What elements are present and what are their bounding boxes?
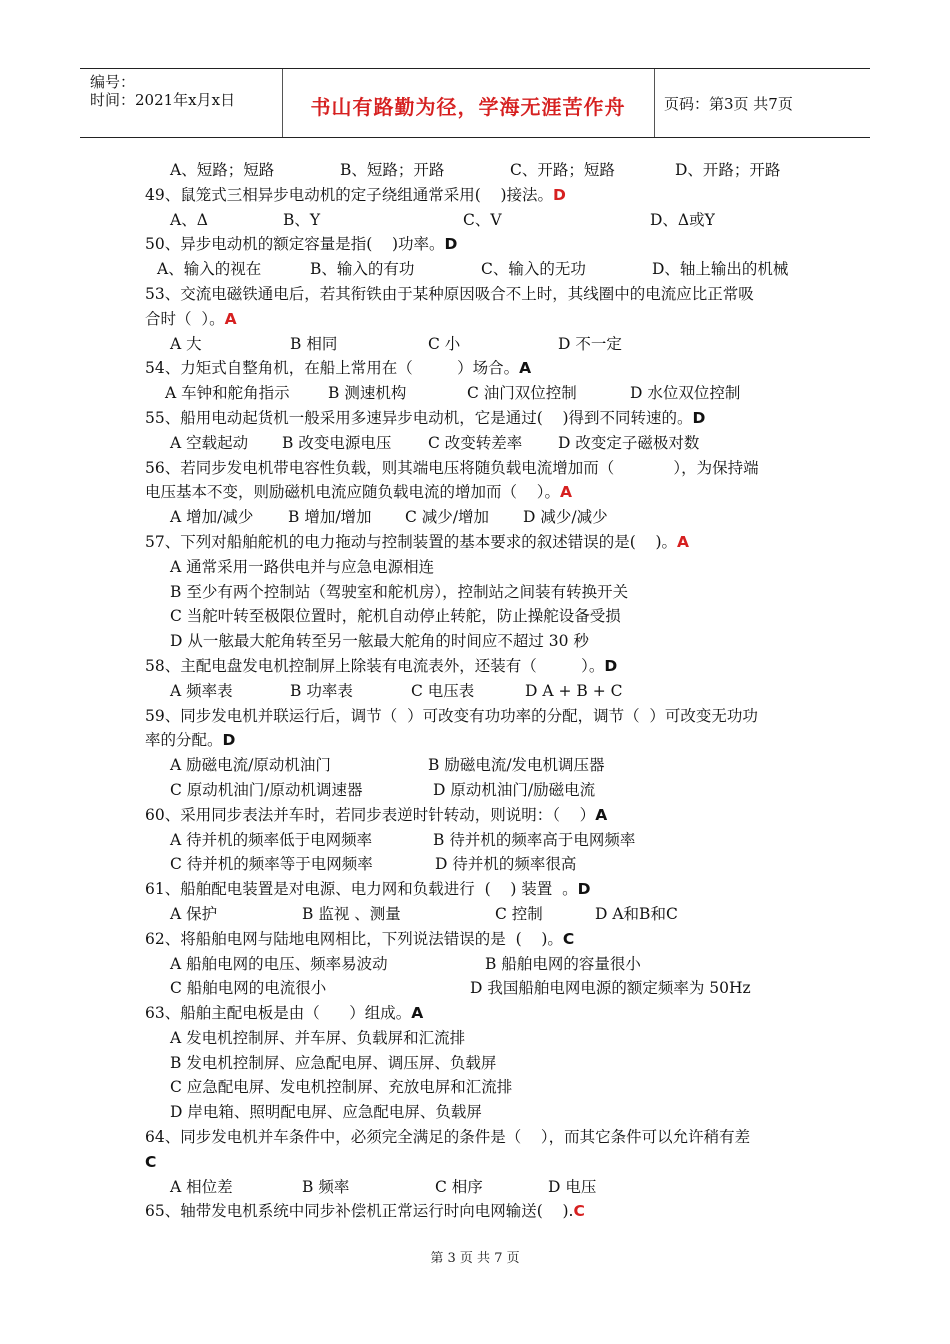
option-text: D、Δ或Y bbox=[650, 210, 715, 229]
page-footer: 第 3 页 共 7 页 bbox=[430, 1251, 520, 1266]
options-line bbox=[145, 332, 825, 357]
question-line bbox=[145, 183, 825, 208]
question-text: 61、船舶配电装置是对电源、电力网和负载进行 ( ) 装置 。 bbox=[145, 880, 578, 899]
option-text: A 相位差 bbox=[170, 1177, 233, 1196]
option-text: D 改变定子磁极对数 bbox=[558, 433, 700, 452]
question-text: 55、船用电动起货机一般采用多速异步电动机，它是通过( )得到不同转速的。 bbox=[145, 408, 693, 427]
options-line bbox=[145, 952, 825, 977]
option-text: A 增加/减少 bbox=[170, 508, 254, 527]
options-line bbox=[145, 431, 825, 456]
question-line bbox=[145, 1125, 825, 1150]
question-text: 62、将船舶电网与陆地电网相比，下列说法错误的是 ( )。 bbox=[145, 929, 563, 948]
option-text: B 待并机的频率高于电网频率 bbox=[433, 830, 636, 849]
question-line bbox=[145, 654, 825, 679]
option-text: A 空载起动 bbox=[170, 433, 249, 452]
question-text: 58、主配电盘发电机控制屏上除装有电流表外，还装有（ ）。 bbox=[145, 656, 605, 675]
options-line bbox=[145, 828, 825, 853]
question-text: 53、交流电磁铁通电后，若其衔铁由于某种原因吸合不上时，其线圈中的电流应比正常吸 bbox=[145, 284, 754, 303]
answer-key: D bbox=[604, 656, 618, 675]
options-line bbox=[145, 604, 825, 629]
question-line bbox=[145, 728, 825, 753]
option-text: C 当舵叶转至极限位置时，舵机自动停止转舵，防止操舵设备受损 bbox=[170, 607, 621, 626]
question-list bbox=[145, 158, 825, 1224]
answer-key: A bbox=[519, 359, 532, 378]
answer-key: C bbox=[573, 1202, 585, 1221]
question-text: 63、船舶主配电板是由（ ）组成。 bbox=[145, 1004, 412, 1023]
question-line bbox=[145, 232, 825, 257]
option-text: D 减少/减少 bbox=[523, 508, 608, 527]
option-text: A 频率表 bbox=[170, 681, 233, 700]
option-text: D 我国船舶电网电源的额定频率为 50Hz bbox=[470, 979, 751, 998]
option-text: B 频率 bbox=[302, 1177, 350, 1196]
options-line bbox=[145, 555, 825, 580]
option-text: C、V bbox=[463, 210, 502, 229]
answer-key: D bbox=[222, 731, 236, 750]
question-line bbox=[145, 356, 825, 381]
option-text: C 船舶电网的电流很小 bbox=[170, 979, 327, 998]
question-line bbox=[145, 704, 825, 729]
question-text: 电压基本不变，则励磁机电流应随负载电流的增加而（ ）。 bbox=[145, 483, 560, 502]
question-text: 60、采用同步表法并车时，若同步表逆时针转动，则说明：（ ） bbox=[145, 805, 596, 824]
option-text: B 监视 、测量 bbox=[302, 904, 401, 923]
option-text: A 励磁电流/原动机油门 bbox=[170, 756, 331, 775]
option-text: A、Δ bbox=[170, 210, 208, 229]
option-text: C 控制 bbox=[495, 904, 543, 923]
option-text: D、开路；开路 bbox=[675, 161, 781, 179]
option-text: A 车钟和舵角指示 bbox=[165, 384, 290, 403]
option-text: D 待并机的频率很高 bbox=[435, 855, 577, 874]
question-line bbox=[145, 480, 825, 505]
option-text: B 至少有两个控制站（驾驶室和舵机房），控制站之间装有转换开关 bbox=[170, 582, 629, 601]
header-info-cell bbox=[80, 69, 283, 137]
option-text: C、输入的无功 bbox=[481, 260, 586, 279]
option-text: B 改变电源电压 bbox=[282, 433, 392, 452]
options-line bbox=[145, 1175, 825, 1200]
answer-key: A bbox=[677, 532, 690, 551]
option-text: C 电压表 bbox=[411, 681, 475, 700]
option-text: D 电压 bbox=[548, 1177, 597, 1196]
option-text: D 岸电箱、照明配电屏、应急配电屏、负载屏 bbox=[170, 1103, 482, 1122]
option-text: D 原动机油门/励磁电流 bbox=[433, 780, 596, 799]
option-text: A 待并机的频率低于电网频率 bbox=[170, 830, 373, 849]
answer-key: D bbox=[444, 235, 458, 254]
option-text: C、开路；短路 bbox=[510, 161, 615, 179]
options-line bbox=[145, 679, 825, 704]
question-text: 65、轴带发电机系统中同步补偿机正常运行时向电网输送( ). bbox=[145, 1202, 574, 1221]
options-line bbox=[145, 1051, 825, 1076]
option-text: B、输入的有功 bbox=[310, 260, 415, 279]
option-text: C 应急配电屏、发电机控制屏、充放电屏和汇流排 bbox=[170, 1078, 513, 1097]
answer-key: D bbox=[577, 880, 591, 899]
question-line bbox=[145, 406, 825, 431]
question-line bbox=[145, 1150, 825, 1175]
options-line bbox=[145, 208, 825, 233]
option-text: C 原动机油门/原动机调速器 bbox=[170, 780, 363, 799]
option-text: B 励磁电流/发电机调压器 bbox=[428, 756, 605, 775]
question-text: 率的分配。 bbox=[145, 731, 223, 750]
option-text: D A + B + C bbox=[525, 681, 623, 700]
option-text: A 船舶电网的电压、频率易波动 bbox=[170, 954, 388, 973]
option-text: D、轴上输出的机械 bbox=[652, 260, 789, 279]
option-text: D 从一舷最大舵角转至另一舷最大舵角的时间应不超过 30 秒 bbox=[170, 632, 589, 651]
question-line bbox=[145, 1001, 825, 1026]
question-line bbox=[145, 803, 825, 828]
option-text: B 相同 bbox=[290, 334, 338, 353]
option-text: A 保护 bbox=[170, 904, 218, 923]
option-text: B、Y bbox=[283, 210, 321, 229]
options-line bbox=[145, 1100, 825, 1125]
option-text: B 增加/增加 bbox=[288, 508, 372, 527]
options-line bbox=[145, 852, 825, 877]
question-text: 56、若同步发电机带电容性负载，则其端电压将随负载电流增加而（ ），为保持端 bbox=[145, 458, 759, 477]
option-text: C 相序 bbox=[435, 1177, 483, 1196]
answer-key: A bbox=[411, 1004, 424, 1023]
option-text: C 小 bbox=[428, 334, 461, 353]
answer-key: A bbox=[224, 309, 237, 328]
question-line bbox=[145, 456, 825, 481]
page-header bbox=[80, 68, 870, 138]
question-line bbox=[145, 530, 825, 555]
question-text: 64、同步发电机并车条件中，必须完全满足的条件是（ ），而其它条件可以允许稍有差 bbox=[145, 1128, 751, 1147]
question-line bbox=[145, 1199, 825, 1224]
options-line bbox=[145, 257, 825, 282]
options-line bbox=[145, 902, 825, 927]
options-line bbox=[145, 505, 825, 530]
answer-key: D bbox=[553, 185, 566, 204]
question-text: 59、同步发电机并联运行后，调节（ ）可改变有功功率的分配，调节（ ）可改变无功功 bbox=[145, 706, 758, 725]
option-text: A 大 bbox=[170, 334, 202, 353]
option-text: B 测速机构 bbox=[328, 384, 407, 403]
header-page-cell bbox=[654, 69, 870, 137]
option-text: D 不一定 bbox=[558, 334, 622, 353]
option-text: A 发电机控制屏、并车屏、负载屏和汇流排 bbox=[170, 1028, 466, 1047]
header-motto-cell bbox=[282, 69, 655, 137]
question-text: 50、异步电动机的额定容量是指( )功率。 bbox=[145, 235, 445, 254]
options-line bbox=[145, 976, 825, 1001]
question-text: 合时（ ）。 bbox=[145, 309, 225, 328]
answer-key: C bbox=[145, 1152, 157, 1171]
question-line bbox=[145, 307, 825, 332]
motto: 书山有路勤为径，学海无涯苦作舟 bbox=[310, 95, 626, 119]
answer-key: A bbox=[595, 805, 608, 824]
options-line bbox=[145, 381, 825, 406]
question-line bbox=[145, 927, 825, 952]
question-text: 49、鼠笼式三相异步电动机的定子绕组通常采用( )接法。 bbox=[145, 185, 554, 204]
option-text: A、短路；短路 bbox=[170, 161, 275, 179]
option-text: A 通常采用一路供电并与应急电源相连 bbox=[170, 557, 435, 576]
option-text: A、输入的视在 bbox=[157, 260, 262, 279]
options-line bbox=[145, 1075, 825, 1100]
options-line bbox=[145, 629, 825, 654]
option-text: C 待并机的频率等于电网频率 bbox=[170, 855, 373, 874]
option-text: C 减少/增加 bbox=[405, 508, 490, 527]
question-line bbox=[145, 877, 825, 902]
options-line bbox=[145, 158, 825, 183]
question-text: 54、力矩式自整角机，在船上常用在（ ）场合。 bbox=[145, 359, 520, 378]
option-text: B 发电机控制屏、应急配电屏、调压屏、负载屏 bbox=[170, 1053, 497, 1072]
option-text: B 船舶电网的容量很小 bbox=[485, 954, 641, 973]
answer-key: A bbox=[559, 483, 572, 502]
option-text: B 功率表 bbox=[290, 681, 353, 700]
question-text: 57、下列对船舶舵机的电力拖动与控制装置的基本要求的叙述错误的是( )。 bbox=[145, 532, 678, 551]
answer-key: D bbox=[692, 408, 706, 427]
answer-key: C bbox=[562, 929, 575, 948]
option-text: B、短路；开路 bbox=[340, 161, 445, 179]
number-label: 编号： bbox=[90, 73, 136, 91]
date-label: 时间：2021年x月x日 bbox=[90, 91, 236, 109]
option-text: D 水位双位控制 bbox=[630, 384, 741, 403]
options-line bbox=[145, 1026, 825, 1051]
options-line bbox=[145, 753, 825, 778]
option-text: C 油门双位控制 bbox=[467, 384, 577, 403]
question-line bbox=[145, 282, 825, 307]
option-text: D A和B和C bbox=[595, 904, 678, 923]
page-info: 页码：第3页 共7页 bbox=[664, 95, 793, 113]
option-text: C 改变转差率 bbox=[428, 433, 523, 452]
options-line bbox=[145, 778, 825, 803]
options-line bbox=[145, 580, 825, 605]
